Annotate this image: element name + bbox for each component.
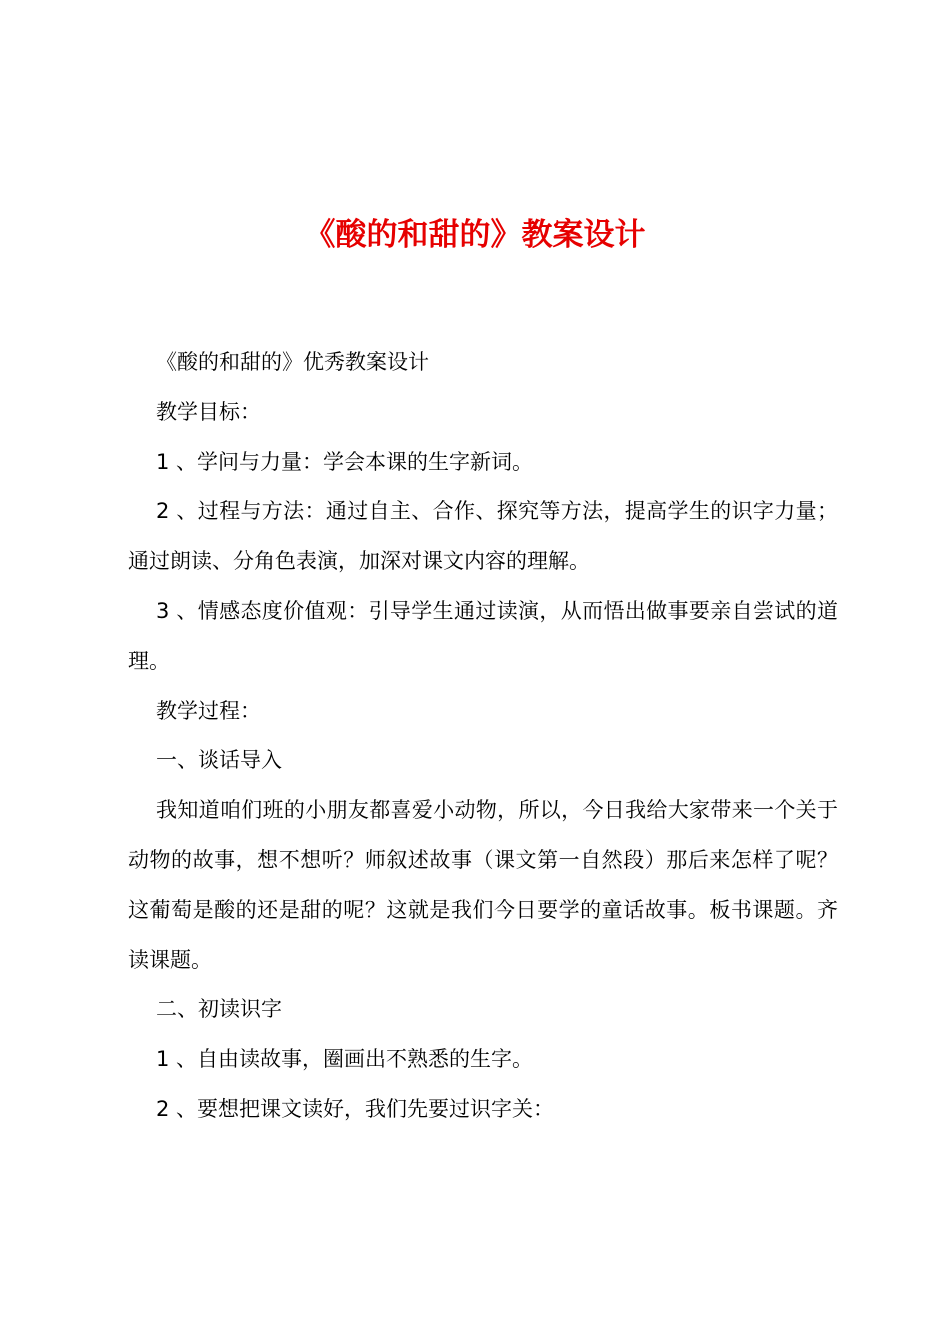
- paragraph-goal-2: 2 、过程与方法：通过自主、合作、探究等方法，提高学生的识字力量；通过朗读、分角色表演，加深对课文内容的理解。: [128, 499, 838, 574]
- paragraph-step-1: 1 、自由读故事，圈画出不熟悉的生字。: [156, 1047, 534, 1072]
- paragraph-step-2: 2 、要想把课文读好，我们先要过识字关：: [156, 1096, 555, 1121]
- document-body: [128, 338, 838, 1135]
- paragraph-section-1-heading: 一、谈话导入: [156, 748, 282, 773]
- paragraph-section-1-body: 我知道咱们班的小朋友都喜爱小动物，所以，今日我给大家带来一个关于动物的故事，想不想听？师叙述故事（课文第一自然段）那后来怎样了呢？这葡萄是酸的还是甜的呢？这就是我们今日要学的童话故事。板书课题。齐读课题。: [128, 798, 838, 972]
- document-title: 《酸的和甜的》教案设计: [304, 217, 646, 253]
- paragraph-goal-3: 3 、情感态度价值观：引导学生通过读演，从而悟出做事要亲自尝试的道理。: [128, 598, 838, 673]
- paragraph-section-2-heading: 二、初读识字: [156, 997, 282, 1022]
- paragraph-goal-1: 1 、学问与力量：学会本课的生字新词。: [156, 449, 534, 474]
- paragraph-subtitle: 《酸的和甜的》优秀教案设计: [156, 350, 429, 374]
- paragraph-teaching-process-heading: 教学过程：: [156, 698, 261, 723]
- paragraph-teaching-goals-heading: 教学目标：: [156, 399, 261, 424]
